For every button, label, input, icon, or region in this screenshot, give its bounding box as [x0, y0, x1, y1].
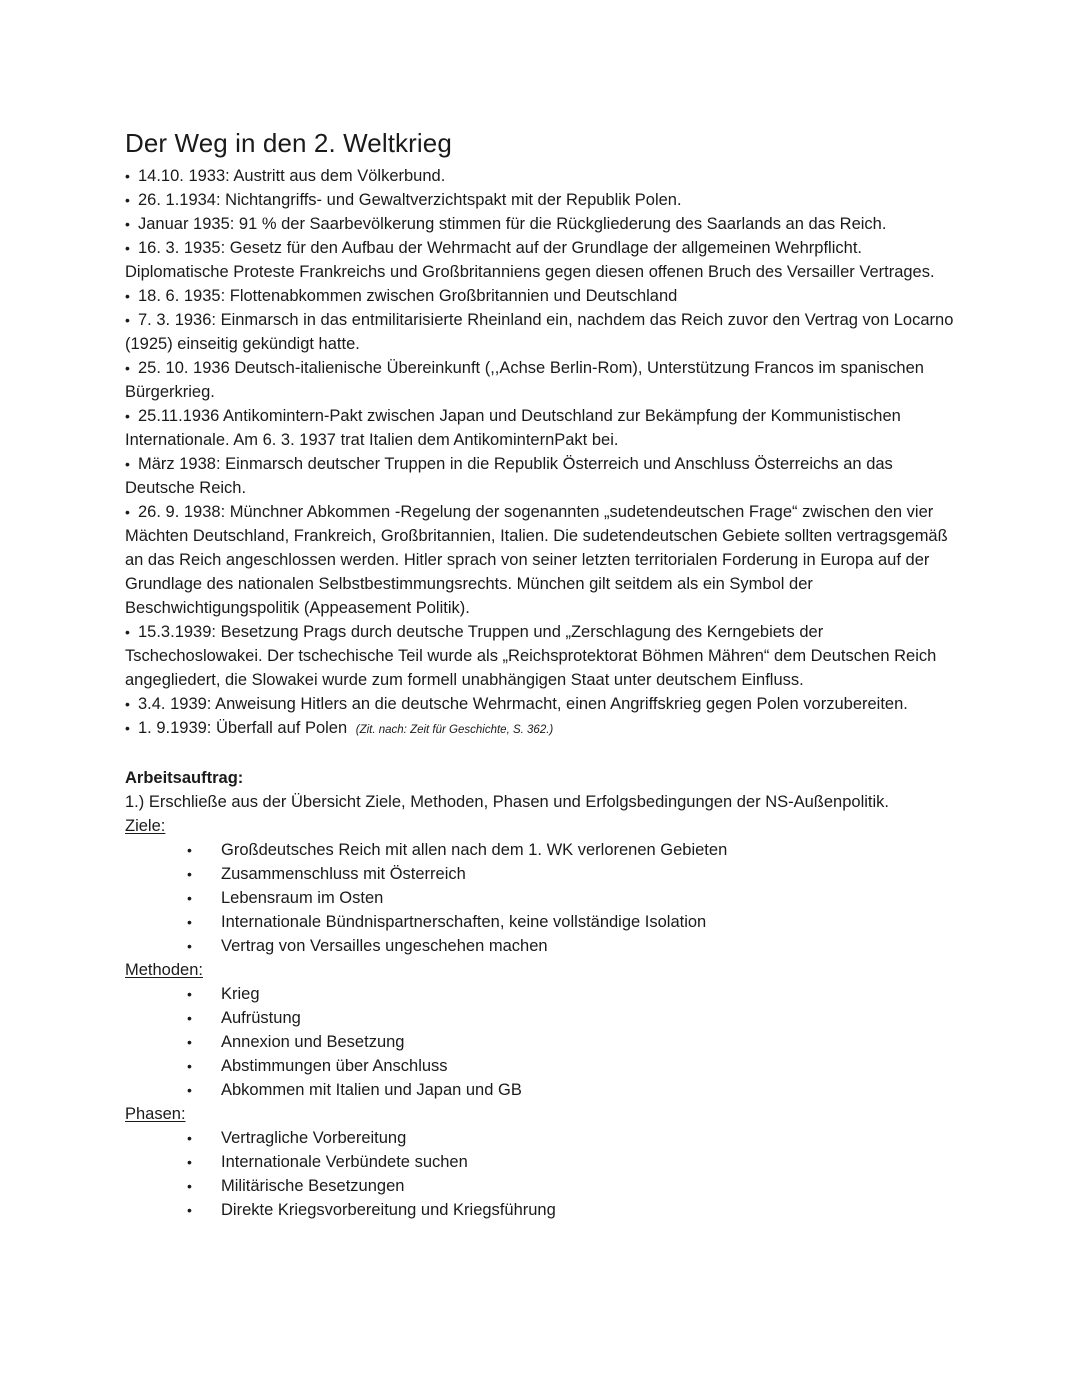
bullet-icon: •: [125, 504, 130, 520]
bullet-icon: •: [187, 1010, 192, 1026]
timeline-item: • 15.3.1939: Besetzung Prags durch deutsche Truppen und „Zerschlagung des Kerngebiets der Tschechoslowakei. Der tschechische Teil wurde als „Reichsprotektorat Böhmen Mähren“ dem Deutschen Reich angegliedert, die Slowakei wurde zum formell unabhängigen Staat unter deutschem Einfluss.: [125, 620, 965, 692]
list-item: • Internationale Bündnispartnerschaften, keine vollständige Isolation: [125, 910, 965, 934]
bullet-icon: •: [187, 1058, 192, 1074]
list-item: • Abstimmungen über Anschluss: [125, 1054, 965, 1078]
timeline-item: • 25. 10. 1936 Deutsch-italienische Übereinkunft (,,Achse Berlin-Rom), Unterstützung Francos im spanischen Bürgerkrieg.: [125, 356, 965, 404]
timeline-item: • 18. 6. 1935: Flottenabkommen zwischen Großbritannien und Deutschland: [125, 284, 965, 308]
list-item: • Aufrüstung: [125, 1006, 965, 1030]
bullet-icon: •: [187, 938, 192, 954]
bullet-icon: •: [125, 720, 130, 736]
timeline-item: • 3.4. 1939: Anweisung Hitlers an die deutsche Wehrmacht, einen Angriffskrieg gegen Polen vorzubereiten.: [125, 692, 965, 716]
citation: (Zit. nach: Zeit für Geschichte, S. 362.): [355, 724, 554, 736]
list-item: • Internationale Verbündete suchen: [125, 1150, 965, 1174]
task-heading: Arbeitsauftrag:: [125, 769, 244, 787]
bullet-icon: •: [125, 408, 130, 424]
page-title: Der Weg in den 2. Weltkrieg: [125, 128, 452, 158]
timeline-item: • 26. 9. 1938: Münchner Abkommen -Regelung der sogenannten „sudetendeutschen Frage“ zwischen den vier Mächten Deutschland, Frankreich, Großbritannien, Italien. Die sudetendeutschen Gebiete sollten vertragsgemäß an das Reich angeschlossen werden. Hitler sprach von seiner letzten territorialen Forderung in Europa auf der Grundlage des nationalen Selbstbestimmungsrechts. München gilt seitdem als ein Symbol der Beschwichtigungspolitik (Appeasement Politik).: [125, 500, 965, 620]
task-text: 1.) Erschließe aus der Übersicht Ziele, Methoden, Phasen und Erfolgsbedingungen der NS-Außenpolitik.: [125, 793, 890, 811]
bullet-icon: •: [125, 168, 130, 184]
list-item: • Vertrag von Versailles ungeschehen machen: [125, 934, 965, 958]
timeline-item: • März 1938: Einmarsch deutscher Truppen in die Republik Österreich und Anschluss Österreichs an das Deutsche Reich.: [125, 452, 965, 500]
bullet-icon: •: [125, 456, 130, 472]
list-item: • Zusammenschluss mit Österreich: [125, 862, 965, 886]
bullet-icon: •: [125, 624, 130, 640]
list-item: • Abkommen mit Italien und Japan und GB: [125, 1078, 965, 1102]
bullet-icon: •: [187, 986, 192, 1002]
list-item: • Großdeutsches Reich mit allen nach dem 1. WK verlorenen Gebieten: [125, 838, 965, 862]
bullet-icon: •: [125, 192, 130, 208]
document-page: [125, 126, 965, 1222]
bullet-icon: •: [187, 1178, 192, 1194]
bullet-icon: •: [187, 914, 192, 930]
bullet-icon: •: [187, 1082, 192, 1098]
list-item: • Vertragliche Vorbereitung: [125, 1126, 965, 1150]
phasen-list: [125, 1126, 965, 1222]
bullet-icon: •: [187, 842, 192, 858]
timeline-item: • 26. 1.1934: Nichtangriffs- und Gewaltverzichtspakt mit der Republik Polen.: [125, 188, 965, 212]
list-item: • Lebensraum im Osten: [125, 886, 965, 910]
list-item: • Militärische Besetzungen: [125, 1174, 965, 1198]
bullet-icon: •: [125, 240, 130, 256]
section-label-phasen: Phasen:: [125, 1105, 186, 1123]
list-item: • Annexion und Besetzung: [125, 1030, 965, 1054]
methoden-list: [125, 982, 965, 1102]
section-label-methoden: Methoden:: [125, 961, 203, 979]
bullet-icon: •: [125, 312, 130, 328]
timeline-item: • Januar 1935: 91 % der Saarbevölkerung stimmen für die Rückgliederung des Saarlands an das Reich.: [125, 212, 965, 236]
bullet-icon: •: [187, 866, 192, 882]
bullet-icon: •: [125, 216, 130, 232]
ziele-list: [125, 838, 965, 958]
list-item: • Direkte Kriegsvorbereitung und Kriegsführung: [125, 1198, 965, 1222]
timeline-item: • 7. 3. 1936: Einmarsch in das entmilitarisierte Rheinland ein, nachdem das Reich zuvor den Vertrag von Locarno (1925) einseitig gekündigt hatte.: [125, 308, 965, 356]
bullet-icon: •: [187, 1034, 192, 1050]
timeline-list: [125, 164, 965, 742]
bullet-icon: •: [187, 1154, 192, 1170]
bullet-icon: •: [125, 288, 130, 304]
timeline-item: • 14.10. 1933: Austritt aus dem Völkerbund.: [125, 164, 965, 188]
bullet-icon: •: [187, 1202, 192, 1218]
bullet-icon: •: [187, 1130, 192, 1146]
bullet-icon: •: [125, 696, 130, 712]
bullet-icon: •: [125, 360, 130, 376]
timeline-item: • 1. 9.1939: Überfall auf Polen (Zit. nach: Zeit für Geschichte, S. 362.): [125, 716, 965, 742]
section-label-ziele: Ziele:: [125, 817, 166, 835]
timeline-item: • 16. 3. 1935: Gesetz für den Aufbau der Wehrmacht auf der Grundlage der allgemeinen Wehrpflicht. Diplomatische Proteste Frankreichs und Großbritanniens gegen diesen offenen Bruch des Versailler Vertrages.: [125, 236, 965, 284]
list-item: • Krieg: [125, 982, 965, 1006]
bullet-icon: •: [187, 890, 192, 906]
timeline-item: • 25.11.1936 Antikomintern-Pakt zwischen Japan und Deutschland zur Bekämpfung der Kommunistischen Internationale. Am 6. 3. 1937 trat Italien dem AntikominternPakt bei.: [125, 404, 965, 452]
